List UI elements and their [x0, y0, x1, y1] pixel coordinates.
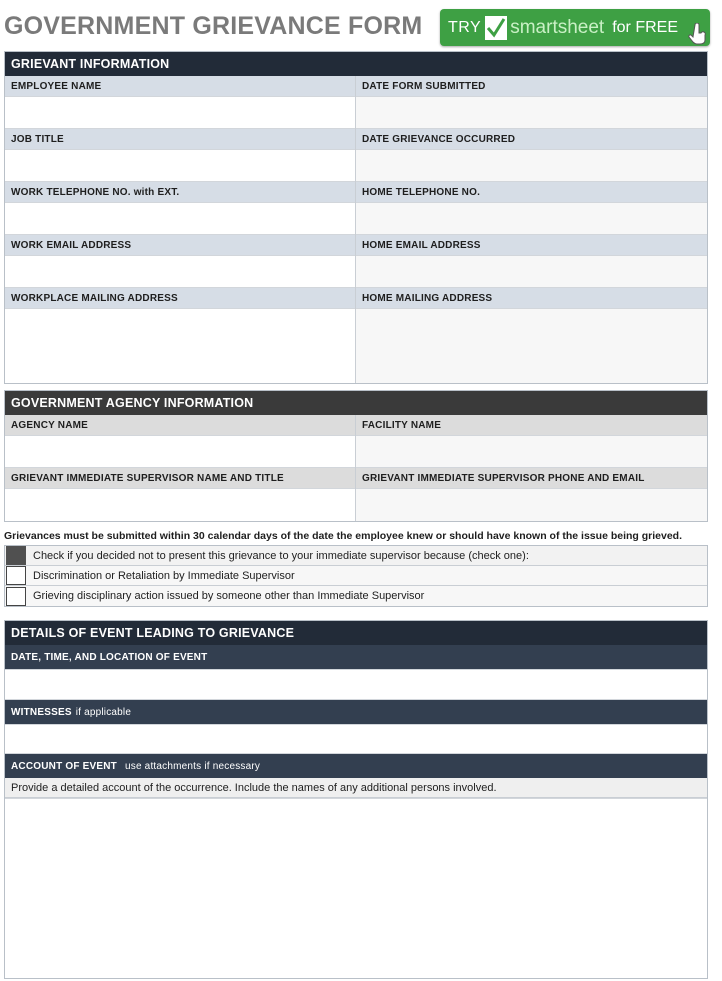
workplace-mailing-address-field[interactable]	[5, 308, 355, 383]
account-instruction: Provide a detailed account of the occurrence. Include the names of any additional persons involved.	[5, 778, 707, 798]
account-of-event-field[interactable]	[5, 798, 707, 976]
witnesses-header	[5, 700, 707, 724]
home-email-field[interactable]	[356, 255, 707, 288]
cta-free-text: for FREE	[612, 18, 678, 36]
account-of-event-label: ACCOUNT OF EVENT	[11, 760, 117, 772]
checklist-header-box	[6, 546, 26, 565]
date-grievance-occurred-label: DATE GRIEVANCE OCCURRED	[356, 129, 707, 149]
account-of-event-note: use attachments if necessary	[124, 760, 261, 772]
form-row	[5, 182, 707, 235]
event-details-section	[4, 620, 708, 979]
agency-information-heading: GOVERNMENT AGENCY INFORMATION	[5, 391, 707, 415]
grievant-information-heading: GRIEVANT INFORMATION	[5, 52, 707, 76]
workplace-mailing-address-label: WORKPLACE MAILING ADDRESS	[5, 288, 355, 308]
date-time-location-label: DATE, TIME, AND LOCATION OF EVENT	[11, 651, 208, 663]
list-item	[5, 546, 707, 566]
work-telephone-field[interactable]	[5, 202, 355, 235]
employee-name-label: EMPLOYEE NAME	[5, 76, 355, 96]
form-row	[5, 288, 707, 383]
date-time-location-header	[5, 645, 707, 669]
work-email-label: WORK EMAIL ADDRESS	[5, 235, 355, 255]
list-item	[5, 586, 707, 606]
date-form-submitted-label: DATE FORM SUBMITTED	[356, 76, 707, 96]
form-row	[5, 415, 707, 468]
work-telephone-label: WORK TELEPHONE NO. with EXT.	[5, 182, 355, 202]
facility-name-field[interactable]	[356, 435, 707, 468]
job-title-field[interactable]	[5, 149, 355, 182]
witnesses-note: if applicable	[75, 706, 132, 718]
list-item	[5, 566, 707, 586]
event-details-heading: DETAILS OF EVENT LEADING TO GRIEVANCE	[5, 621, 707, 645]
date-form-submitted-field[interactable]	[356, 96, 707, 129]
agency-name-label: AGENCY NAME	[5, 415, 355, 435]
cta-try-text: TRY	[448, 18, 482, 36]
home-mailing-address-field[interactable]	[356, 308, 707, 383]
pointer-hand-icon	[688, 23, 708, 50]
submission-deadline-notice: Grievances must be submitted within 30 calendar days of the date the employee knew or should have known of the issue being grieved.	[4, 530, 683, 542]
facility-name-label: FACILITY NAME	[356, 415, 707, 435]
supervisor-bypass-checklist	[4, 545, 708, 607]
home-email-label: HOME EMAIL ADDRESS	[356, 235, 707, 255]
page-title: GOVERNMENT GRIEVANCE FORM	[4, 12, 423, 40]
form-row	[5, 468, 707, 521]
date-time-location-field[interactable]	[5, 669, 707, 700]
witnesses-field[interactable]	[5, 724, 707, 754]
discrimination-checkbox[interactable]	[6, 566, 26, 585]
home-telephone-field[interactable]	[356, 202, 707, 235]
disciplinary-action-checkbox[interactable]	[6, 587, 26, 606]
checklist-instruction: Check if you decided not to present this grievance to your immediate supervisor because (check one):	[33, 549, 529, 562]
employee-name-field[interactable]	[5, 96, 355, 129]
home-mailing-address-label: HOME MAILING ADDRESS	[356, 288, 707, 308]
form-row	[5, 235, 707, 288]
supervisor-phone-email-label: GRIEVANT IMMEDIATE SUPERVISOR PHONE AND EMAIL	[356, 468, 707, 488]
smartsheet-logo-icon	[485, 16, 507, 40]
witnesses-label: WITNESSES	[11, 706, 72, 718]
grievant-information-section	[4, 51, 708, 384]
discrimination-option-label: Discrimination or Retaliation by Immediate Supervisor	[33, 569, 295, 582]
work-email-field[interactable]	[5, 255, 355, 288]
try-smartsheet-button[interactable]	[440, 9, 710, 46]
disciplinary-action-option-label: Grieving disciplinary action issued by someone other than Immediate Supervisor	[33, 590, 425, 602]
job-title-label: JOB TITLE	[5, 129, 355, 149]
agency-name-field[interactable]	[5, 435, 355, 468]
account-of-event-header	[5, 754, 707, 778]
agency-information-section	[4, 390, 708, 522]
supervisor-name-title-label: GRIEVANT IMMEDIATE SUPERVISOR NAME AND TITLE	[5, 468, 355, 488]
cta-brand-text: smartsheet	[510, 16, 605, 38]
home-telephone-label: HOME TELEPHONE NO.	[356, 182, 707, 202]
date-grievance-occurred-field[interactable]	[356, 149, 707, 182]
supervisor-name-title-field[interactable]	[5, 488, 355, 521]
supervisor-phone-email-field[interactable]	[356, 488, 707, 521]
form-row	[5, 76, 707, 129]
form-row	[5, 129, 707, 182]
